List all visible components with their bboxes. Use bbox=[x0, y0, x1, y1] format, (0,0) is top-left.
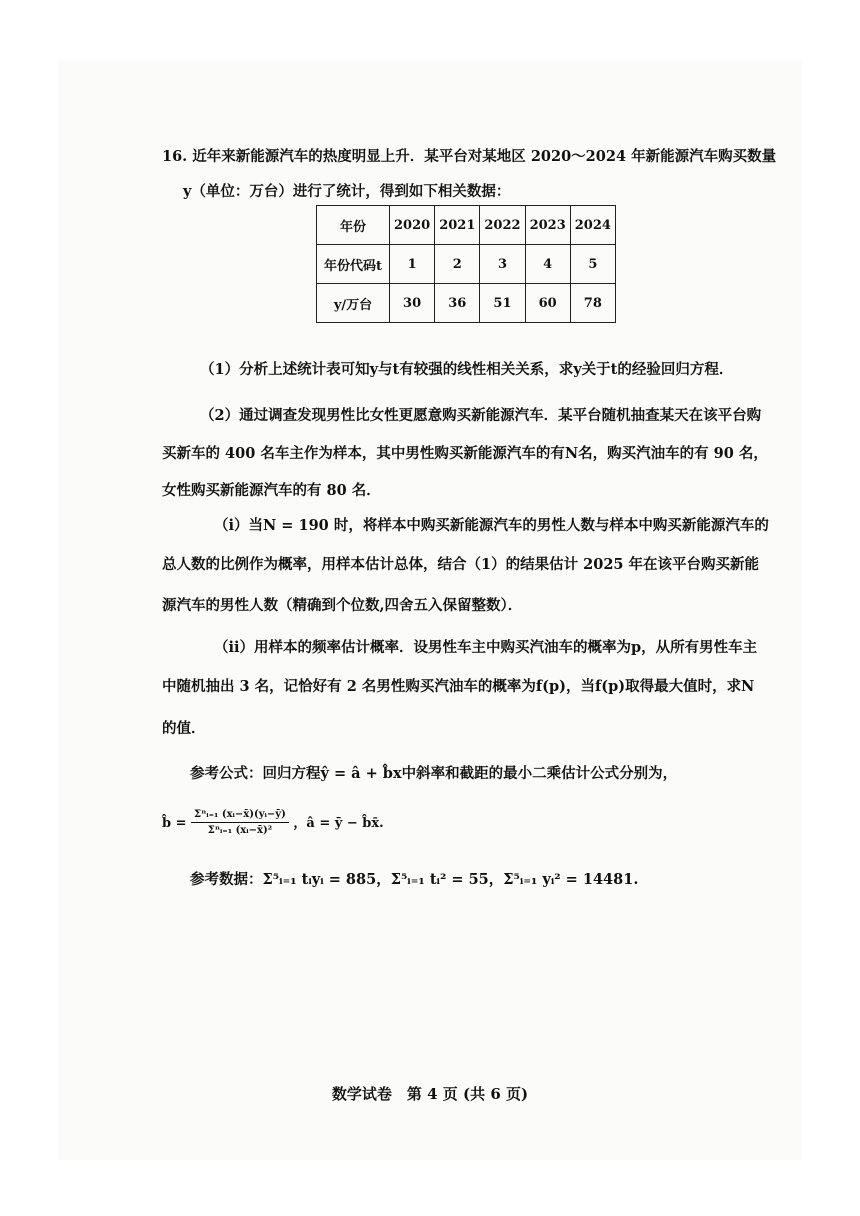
formula-b bbox=[162, 808, 384, 839]
sub-i-line-1: （i）当N = 190 时，将样本中购买新能源汽车的男性人数与样本中购买新能源汽车的 bbox=[214, 517, 769, 534]
formula-b-lhs: b̂ = bbox=[162, 816, 187, 831]
formula-b-fraction bbox=[191, 808, 289, 839]
sub-ii-line-2: 中随机抽出 3 名，记恰好有 2 名男性购买汽油车的概率为f(p)，当f(p)取得最大值时，求N bbox=[162, 678, 755, 695]
reference-data: 参考数据：Σ⁵ᵢ₌₁ tᵢyᵢ = 885，Σ⁵ᵢ₌₁ tᵢ² = 55，Σ⁵ᵢ₌₁ yᵢ² = 14481. bbox=[190, 871, 639, 888]
table-cell: 30 bbox=[390, 284, 435, 323]
table-cell: 2023 bbox=[525, 206, 570, 245]
table-header-year: 年份 bbox=[317, 206, 390, 245]
sub-ii-line-1: （ii）用样本的频率估计概率．设男性车主中购买汽油车的概率为p，从所有男性车主 bbox=[214, 639, 758, 656]
table-cell: 2024 bbox=[570, 206, 615, 245]
table-cell: 2021 bbox=[435, 206, 480, 245]
sub-i-line-3: 源汽车的男性人数（精确到个位数,四舍五入保留整数）． bbox=[162, 597, 523, 614]
formula-b-denominator: Σⁿᵢ₌₁ (xᵢ−x̄)² bbox=[207, 825, 273, 836]
reference-formula-intro: 参考公式：回归方程ŷ = â + b̂x中斜率和截距的最小二乘估计公式分别为， bbox=[190, 765, 678, 782]
formula-a: ，â = ȳ − b̂x̄. bbox=[293, 816, 384, 831]
table-cell: 5 bbox=[570, 245, 615, 284]
table-cell: 78 bbox=[570, 284, 615, 323]
table-row bbox=[317, 206, 616, 245]
table-cell: 2 bbox=[435, 245, 480, 284]
problem-line-1: 16. 近年来新能源汽车的热度明显上升．某平台对某地区 2020～2024 年新能源汽车购买数量 bbox=[162, 148, 777, 165]
table-header-code: 年份代码t bbox=[317, 245, 390, 284]
table-cell: 2020 bbox=[390, 206, 435, 245]
table-cell: 1 bbox=[390, 245, 435, 284]
table-cell: 60 bbox=[525, 284, 570, 323]
part-2-line-2: 买新车的 400 名车主作为样本，其中男性购买新能源汽车的有N名，购买汽油车的有 90 名， bbox=[162, 445, 768, 462]
table-cell: 51 bbox=[480, 284, 525, 323]
table-cell: 2022 bbox=[480, 206, 525, 245]
table-cell: 3 bbox=[480, 245, 525, 284]
table-row bbox=[317, 245, 616, 284]
part-2-line-1: （2）通过调查发现男性比女性更愿意购买新能源汽车．某平台随机抽查某天在该平台购 bbox=[200, 407, 762, 424]
table-row bbox=[317, 284, 616, 323]
part-2-line-3: 女性购买新能源汽车的有 80 名． bbox=[162, 482, 381, 499]
data-table bbox=[316, 205, 616, 323]
part-1: （1）分析上述统计表可知y与t有较强的线性相关关系，求y关于t的经验回归方程． bbox=[200, 361, 734, 378]
table-header-value: y/万台 bbox=[317, 284, 390, 323]
problem-line-2: y（单位：万台）进行了统计，得到如下相关数据： bbox=[183, 183, 511, 200]
sub-i-line-2: 总人数的比例作为概率，用样本估计总体，结合（1）的结果估计 2025 年在该平台购买新能 bbox=[162, 556, 760, 573]
table-cell: 4 bbox=[525, 245, 570, 284]
table-cell: 36 bbox=[435, 284, 480, 323]
page-footer: 数学试卷 第 4 页 (共 6 页) bbox=[331, 1085, 529, 1103]
formula-b-numerator: Σⁿᵢ₌₁ (xᵢ−x̄)(yᵢ−ȳ) bbox=[191, 808, 289, 823]
sub-ii-line-3: 的值． bbox=[162, 720, 206, 737]
